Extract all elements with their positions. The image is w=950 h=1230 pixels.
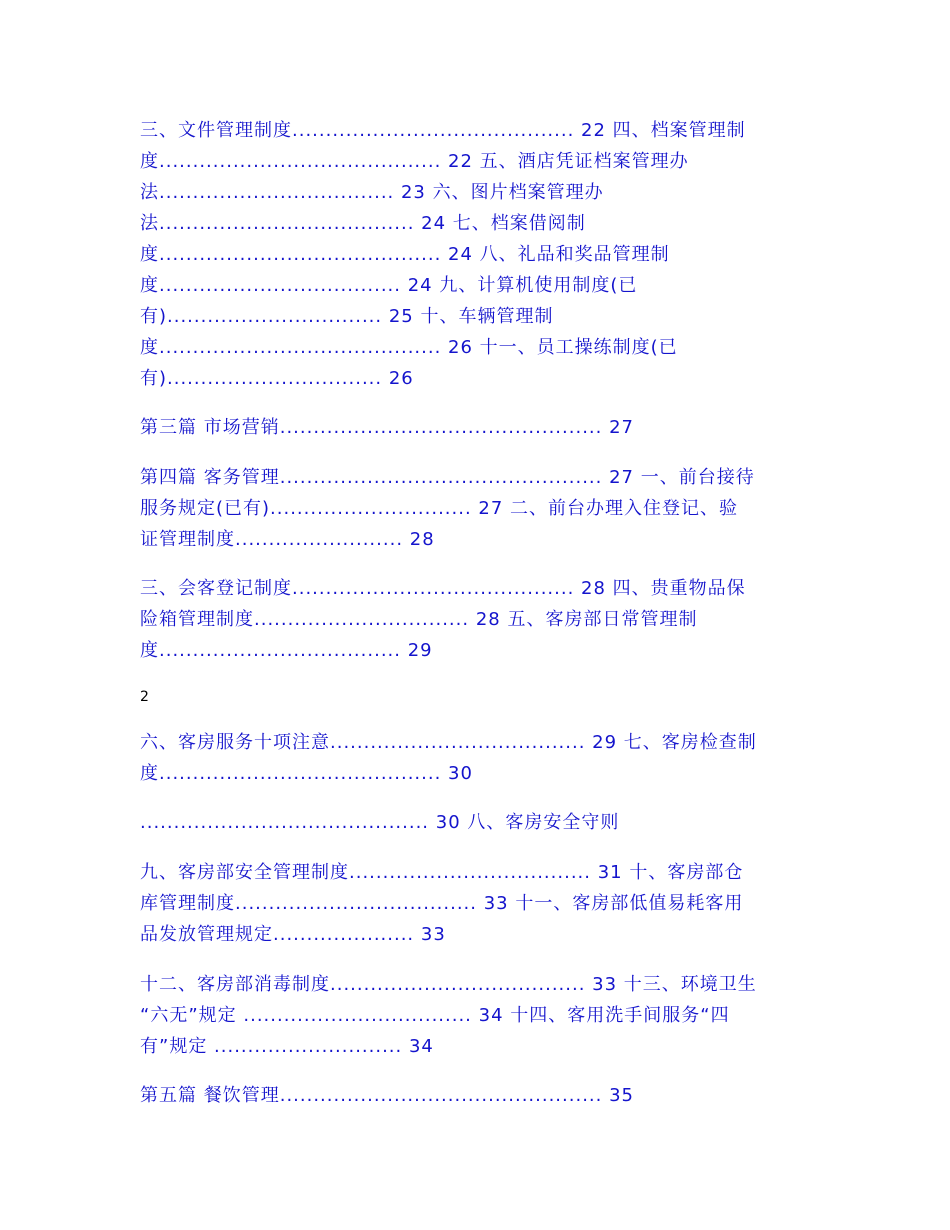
toc-line: 度.......................................... 26 十一、员工操练制度(已 bbox=[140, 337, 678, 358]
toc-line: 度.......................................... 30 bbox=[140, 763, 473, 784]
toc-part-heading: 第三篇 市场营销................................................ 27 bbox=[140, 417, 634, 438]
toc-line: 度.......................................... 22 五、酒店凭证档案管理办 bbox=[140, 151, 689, 172]
toc-line: 库管理制度.................................... 33 十一、客房部低值易耗客用 bbox=[140, 893, 744, 914]
toc-line: 九、客房部安全管理制度.................................... 31 十、客房部仓 bbox=[140, 862, 744, 883]
toc-line: 六、客房服务十项注意...................................... 29 七、客房检查制 bbox=[140, 732, 757, 753]
toc-line: 法................................... 23 六、图片档案管理办 bbox=[140, 182, 604, 203]
page-number: 2 bbox=[140, 689, 149, 705]
toc-line: 度.................................... 24 九、计算机使用制度(已 bbox=[140, 275, 638, 296]
toc-line: 有)................................ 26 bbox=[140, 368, 414, 389]
toc-line: 证管理制度......................... 28 bbox=[140, 529, 435, 550]
toc-line: 度.................................... 29 bbox=[140, 640, 433, 661]
toc-line: “六无”规定 .................................. 34 十四、客用洗手间服务“四 bbox=[140, 1005, 730, 1026]
toc-line: 品发放管理规定..................... 33 bbox=[140, 924, 446, 945]
toc-line: 有)................................ 25 十、车辆管理制 bbox=[140, 306, 554, 327]
toc-line: 服务规定(已有).............................. 27 二、前台办理入住登记、验 bbox=[140, 498, 739, 519]
toc-line: 度.......................................... 24 八、礼品和奖品管理制 bbox=[140, 244, 670, 265]
toc-line: 十二、客房部消毒制度...................................... 33 十三、环境卫生 bbox=[140, 974, 757, 995]
toc-line: ........................................... 30 八、客房安全守则 bbox=[140, 812, 620, 833]
toc-part-heading: 第五篇 餐饮管理................................................ 35 bbox=[140, 1085, 634, 1106]
toc-line: 三、会客登记制度.......................................... 28 四、贵重物品保 bbox=[140, 578, 746, 599]
toc-line: 险箱管理制度................................ 28 五、客房部日常管理制 bbox=[140, 609, 698, 630]
toc-line: 有”规定 ............................ 34 bbox=[140, 1036, 434, 1057]
toc-part-heading: 第四篇 客务管理................................................ 27 一、前台接待 bbox=[140, 467, 755, 488]
toc-line: 三、文件管理制度.......................................... 22 四、档案管理制 bbox=[140, 120, 746, 141]
toc-line: 法...................................... 24 七、档案借阅制 bbox=[140, 213, 586, 234]
